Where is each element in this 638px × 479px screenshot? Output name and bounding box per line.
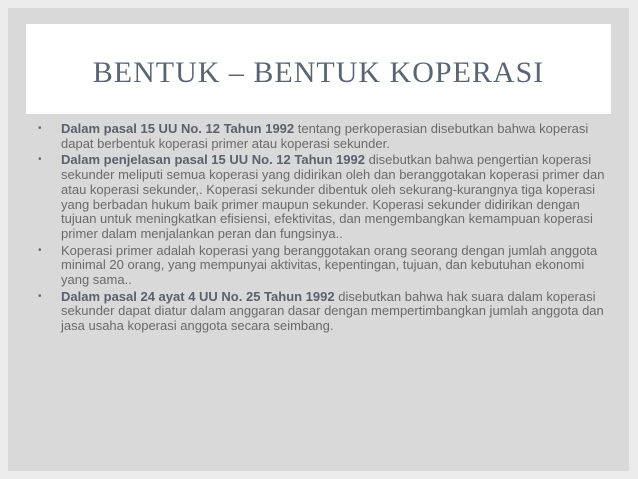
bullet-item bbox=[36, 153, 611, 241]
bullet-text: tentang perkoperasian disebutkan bahwa koperasi dapat berbentuk koperasi primer atau koperasi sekunder. bbox=[61, 121, 589, 151]
title-box bbox=[26, 24, 611, 114]
bullet-bold-text: Dalam penjelasan pasal 15 UU No. 12 Tahun 1992 bbox=[61, 152, 365, 168]
slide bbox=[8, 8, 629, 471]
bullet-bold-text: Dalam pasal 24 ayat 4 UU No. 25 Tahun 1992 bbox=[61, 288, 335, 304]
bullet-item bbox=[36, 244, 611, 288]
bullet-item bbox=[36, 122, 611, 151]
bullet-text: Koperasi primer adalah koperasi yang beranggotakan orang seorang dengan jumlah anggota minimal 20 orang, yang mempunyai aktivitas, kepentingan, tujuan, dan kebutuhan ekonomi yang sama.. bbox=[61, 242, 598, 288]
bullet-text: disebutkan bahwa hak suara dalam koperasi sekunder dapat diatur dalam anggaran dasar dengan mempertimbangkan jumlah anggota dan jasa usaha koperasi anggota secara seimbang. bbox=[61, 288, 604, 334]
bullet-icon: • bbox=[38, 154, 42, 166]
slide-title: BENTUK – BENTUK KOPERASI bbox=[92, 56, 545, 89]
bullet-text: disebutkan bahwa pengertian koperasi sekunder meliputi semua koperasi yang didirikan oleh dan beranggotakan koperasi primer dan atau koperasi sekunder,. Koperasi sekunder dibentuk oleh sekurang-kurangnya tiga koperasi yang berbadan hukum baik primer maupun sekunder. Koperasi sekunder didirikan dengan tujuan untuk meningkatkan efisiensi, efektivitas, dan mengembangkan kemampuan koperasi primer dalam menjalankan peran dan fungsinya.. bbox=[61, 152, 605, 241]
bullet-item bbox=[36, 290, 611, 334]
bullet-list bbox=[36, 122, 611, 336]
bullet-icon: • bbox=[38, 244, 42, 256]
bullet-icon: • bbox=[38, 290, 42, 302]
bullet-icon: • bbox=[38, 123, 42, 134]
bullet-bold-text: Dalam pasal 15 UU No. 12 Tahun 1992 bbox=[61, 121, 295, 136]
